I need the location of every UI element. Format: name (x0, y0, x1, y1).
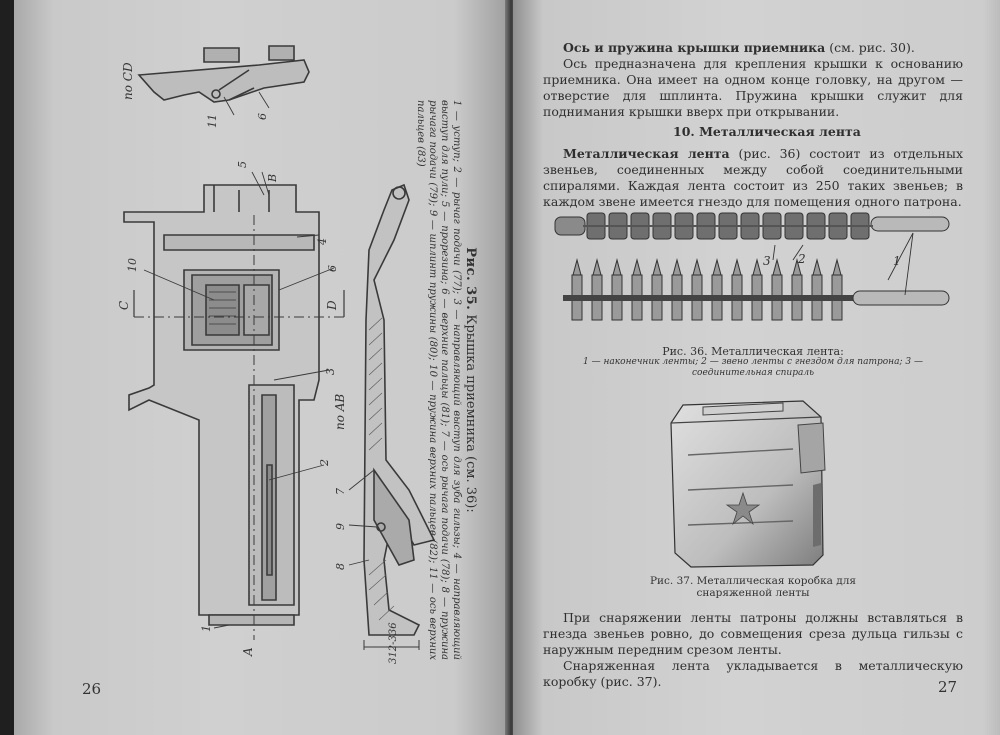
para2-heading: Металлическая лента (563, 146, 730, 161)
para2-body: (рис. 36) состоит из отдельных звеньев, соединенных между собой соединительными спиралями. Каждая лента состоит из 250 таких звеньев; в каждом звене имеется гнездо для помещения одного патрона. (543, 146, 964, 209)
fig35-caption-body: 1 — уступ; 2 — рычаг подачи (77); 3 — направляющий выступ для зуба гильзы; 4 — направляющий выступ для пули; 5 — прорезина; 6 — верхние пальцы (81); 7 — ось рычага подачи (78); 8 — пружина рычага подачи (79); 9 — шплинт пружины (80); 10 — пружина верхних пальцев (82); 11 — ось верхних пальцев (83) (415, 100, 462, 660)
label-a: A (241, 647, 255, 656)
para1-heading: Ось и пружина крышки приемника (563, 40, 826, 55)
label-b: B (266, 173, 279, 182)
fig36-caption (553, 346, 953, 379)
metal-belt-figure (553, 205, 953, 340)
para-metal-belt (543, 146, 963, 210)
right-page (513, 0, 1000, 735)
label-1: 1 (200, 625, 213, 632)
page-number-right: 27 (938, 678, 958, 696)
ammo-box-figure (663, 395, 833, 570)
label-9: 9 (334, 523, 347, 530)
label-section-ab: по AB (333, 393, 347, 430)
fig36-caption-title: Рис. 36. Металлическая лента: (662, 345, 844, 358)
section-title: 10. Металлическая лента (673, 124, 861, 139)
para3: При снаряжении ленты патроны должны вставляться в гнезда звеньев ровно, до совмещения среза дульца гильзы с наружным передним срезом ленты. (543, 610, 963, 657)
para-loading (543, 610, 963, 690)
label-5: 5 (236, 161, 249, 168)
label-2: 2 (318, 459, 331, 466)
label-7: 7 (334, 488, 347, 495)
fig35-caption-prefix: Рис. 35. (463, 247, 478, 311)
page-number-left: 26 (82, 680, 102, 698)
para1-body: Ось предназначена для крепления крышки к основанию приемника. Она имеет на одном конце головку, на другом — отверстие для шплинта. Пружина крышки служит для поднимания крышки вверх при открывании. (543, 56, 963, 119)
label-dimension: 312-336 (388, 622, 399, 664)
label-section-cd: по CD (121, 62, 135, 100)
label-10: 10 (126, 258, 139, 272)
label-8: 8 (334, 563, 347, 570)
fig36-label-3: 3 (763, 254, 771, 268)
fig35-caption-title (464, 100, 476, 660)
label-6b: 6 (326, 265, 339, 272)
fig36-label-1: 1 (893, 254, 901, 268)
fig35-caption-title-text: Крышка приемника (см. 36): (463, 314, 478, 513)
label-4: 4 (316, 238, 329, 245)
fig36-label-2: 2 (798, 252, 806, 266)
label-3: 3 (324, 368, 337, 375)
label-c: C (117, 300, 131, 310)
label-11: 11 (206, 114, 219, 128)
label-d: D (325, 300, 339, 310)
fig36-caption-body: 1 — наконечник ленты; 2 — звено ленты с гнездом для патрона; 3 — соединительная спираль (583, 357, 923, 378)
left-page (14, 0, 509, 735)
para4: Снаряженная лента укладывается в металлическую коробку (рис. 37). (543, 658, 963, 689)
label-6a: 6 (256, 113, 269, 120)
para-axis-spring (543, 40, 963, 120)
fig37-caption: Рис. 37. Металлическая коробка для снаряженной ленты (649, 575, 857, 599)
para1-ref: (см. рис. 30). (825, 40, 915, 55)
